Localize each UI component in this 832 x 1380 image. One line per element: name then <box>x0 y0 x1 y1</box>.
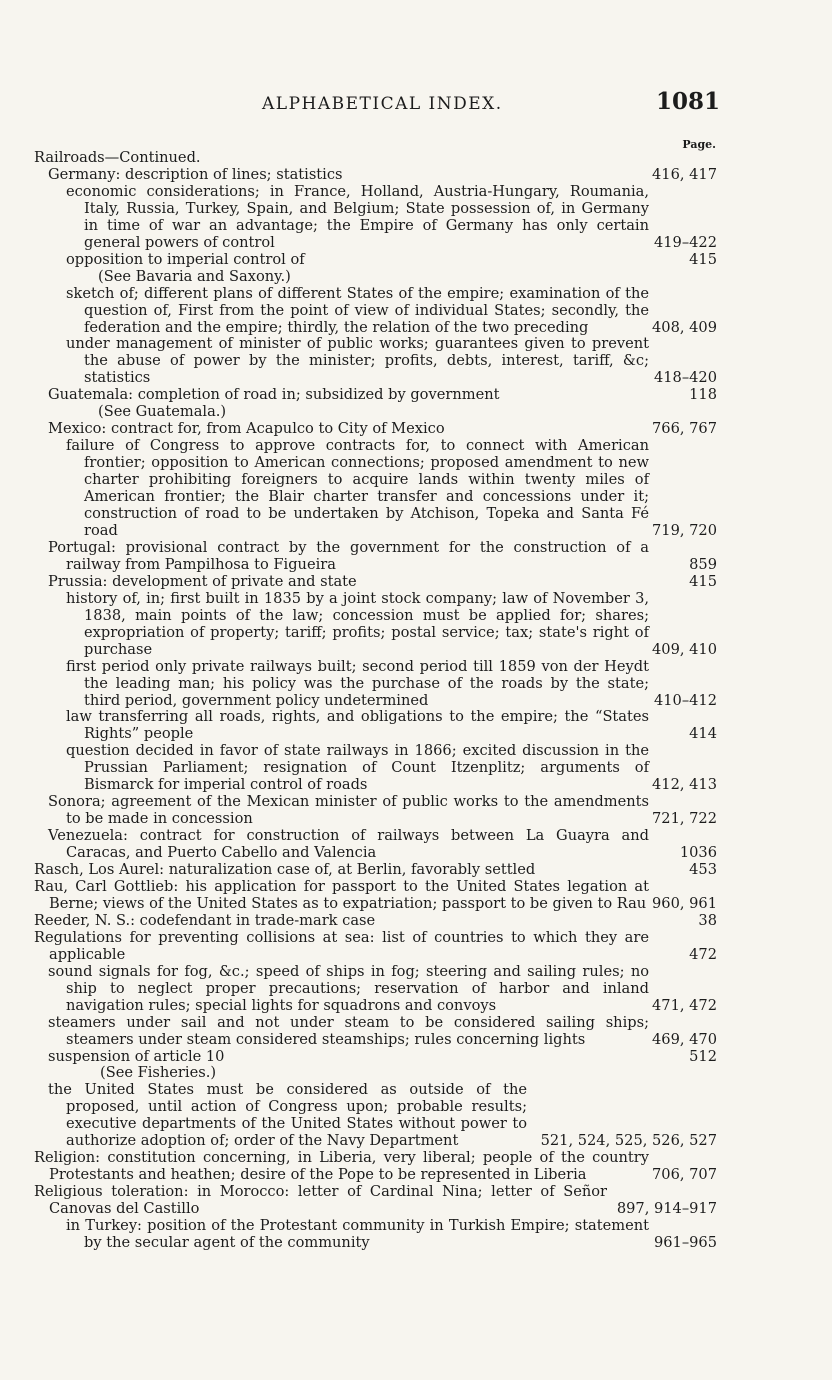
entry-text: Guatemala: completion of road in; subsidized by government <box>48 386 500 404</box>
entry-pages: 1036 <box>677 845 717 862</box>
index-entry <box>34 404 717 421</box>
entry-text: suspension of article 10 <box>48 1047 225 1065</box>
page-header <box>0 88 832 122</box>
entry-text: sketch of; different plans of different States of the empire; examination of the question of, First from the point of view of individual States; secondly, the federation and the empire; thirdly, the relation of the two preceding <box>66 284 649 336</box>
index-entry <box>34 1184 717 1218</box>
index-entry <box>34 879 717 913</box>
index-entry <box>34 269 717 286</box>
entry-pages: 418–420 <box>651 370 717 387</box>
entry-text: steamers under sail and not under steam to be considered sailing ships; steamers under steam considered steamships; rules concerning lights <box>48 1013 649 1048</box>
index-entry <box>34 167 717 184</box>
index-entry <box>34 184 717 252</box>
index-entry <box>34 387 717 404</box>
index-entry <box>34 964 717 1015</box>
entry-pages: 415 <box>686 574 717 591</box>
entry-text: opposition to imperial control of <box>66 250 305 268</box>
entry-text: Religion: constitution concerning, in Liberia, very liberal; people of the country Protestants and heathen; desire of the Pope to be represented in Liberia <box>34 1149 649 1184</box>
entry-pages: 416, 417 <box>649 167 717 184</box>
index-entry <box>34 591 717 659</box>
entry-text: in Turkey: position of the Protestant community in Turkish Empire; statement by the secular agent of the community <box>66 1217 649 1251</box>
index-entry <box>34 659 717 710</box>
entry-text: Reeder, N. S.: codefendant in trade-mark case <box>34 911 376 929</box>
entry-text: Venezuela: contract for construction of railways between La Guayra and Caracas, and Puerto Cabello and Valencia <box>48 827 649 862</box>
entry-pages: 512 <box>686 1049 717 1066</box>
entry-pages: 961–965 <box>651 1235 717 1252</box>
entry-pages: 410–412 <box>651 693 717 710</box>
entry-pages: 960, 961 <box>649 896 717 913</box>
entry-text: failure of Congress to approve contracts for, to connect with American frontier; opposition to American connections; proposed amendment to new charter prohibiting foreigners to acquire lands within twenty miles of American frontier; the Blair charter transfer and concessions under it; construction of road to be undertaken by Atchison, Topeka and Santa Fé road <box>66 437 649 539</box>
index-entry <box>34 743 717 794</box>
page-column-label: Page. <box>682 138 716 151</box>
entry-pages: 453 <box>686 862 717 879</box>
index-entry <box>34 438 717 540</box>
index-entry <box>34 1150 717 1184</box>
index-entry <box>34 794 717 828</box>
entry-text: first period only private railways built; second period till 1859 von der Heydt the leading man; his policy was the purchase of the roads by the state; third period, government policy undetermined <box>66 657 649 709</box>
entry-text: (See Bavaria and Saxony.) <box>98 267 291 285</box>
index-entry <box>34 828 717 862</box>
entry-pages: 471, 472 <box>649 998 717 1015</box>
entry-text: economic considerations; in France, Holland, Austria-Hungary, Roumania, Italy, Russia, Turkey, Spain, and Belgium; State possession of, in Germany in time of war an advantage; the Empire of Germany has only certain general powers of control <box>66 182 649 251</box>
entry-pages: 415 <box>686 252 717 269</box>
entry-text: Rasch, Los Aurel: naturalization case of, at Berlin, favorably settled <box>34 861 536 879</box>
entry-text: question decided in favor of state railways in 1866; excited discussion in the Prussian Parliament; resignation of Count Itzenplitz; arguments of Bismarck for imperial control of roads <box>66 742 649 794</box>
index-entry <box>34 1015 717 1049</box>
entry-pages: 469, 470 <box>649 1032 717 1049</box>
entry-pages: 419–422 <box>651 235 717 252</box>
entry-text: sound signals for fog, &c.; speed of ships in fog; steering and sailing rules; no ship to neglect proper precautions; reservation of harbor and inland navigation rules; special lights for squadrons and convoys <box>48 962 649 1014</box>
entry-text: Railroads—Continued. <box>34 149 201 166</box>
entry-text: Germany: description of lines; statistics <box>48 165 343 183</box>
entry-pages: 521, 524, 525, 526, 527 <box>538 1133 717 1150</box>
index-entry <box>34 1065 717 1082</box>
index-entry <box>34 336 717 387</box>
index-entry <box>34 709 717 743</box>
index-entry <box>34 1218 717 1252</box>
index-entry <box>34 421 717 438</box>
entry-text: Religious toleration: in Morocco: letter of Cardinal Nina; letter of Señor Canovas del Castillo <box>34 1183 607 1218</box>
entry-pages: 721, 722 <box>649 811 717 828</box>
index-entry <box>34 930 717 964</box>
entry-text: Mexico: contract for, from Acapulco to City of Mexico <box>48 420 445 438</box>
entry-pages: 409, 410 <box>649 642 717 659</box>
entry-text: (See Fisheries.) <box>100 1064 217 1082</box>
index-entry <box>34 1049 717 1066</box>
entry-text: (See Guatemala.) <box>98 403 227 421</box>
index-entry <box>34 862 717 879</box>
entry-pages: 766, 767 <box>649 421 717 438</box>
index-entry <box>34 540 717 574</box>
entry-pages: 719, 720 <box>649 523 717 540</box>
entry-pages: 408, 409 <box>649 320 717 337</box>
entry-pages: 38 <box>695 913 717 930</box>
entry-text: Rau, Carl Gottlieb: his application for passport to the United States legation at Berne; views of the United States as to expatriation; passport to be given to Rau <box>34 877 649 912</box>
entry-text: under management of minister of public works; guarantees given to prevent the abuse of power by the minister; profits, debts, interest, tariff, &c; statistics <box>66 335 649 387</box>
page-number: 1081 <box>655 88 720 115</box>
entry-text: the United States must be considered as outside of the proposed, until action of Congress upon; probable results; executive departments of the United States without power to authorize adoption of; order of the Navy Department <box>48 1081 527 1150</box>
running-title: ALPHABETICAL INDEX. <box>262 94 503 114</box>
index-entry <box>34 574 717 591</box>
index-entries <box>34 150 717 1252</box>
entry-pages: 706, 707 <box>649 1167 717 1184</box>
entry-text: Prussia: development of private and state <box>48 572 357 590</box>
entry-text: Portugal: provisional contract by the government for the construction of a railway from Pampilhosa to Figueira <box>48 538 649 573</box>
index-entry <box>34 252 717 269</box>
entry-pages: 414 <box>686 726 717 743</box>
index-entry <box>34 913 717 930</box>
entry-pages: 118 <box>686 387 717 404</box>
entry-pages: 472 <box>686 947 717 964</box>
entry-text: history of, in; first built in 1835 by a joint stock company; law of November 3, 1838, main points of the law; concession must be applied for; shares; expropriation of property; tariff; profits; postal service; tax; state's right of purchase <box>66 589 649 658</box>
entry-pages: 412, 413 <box>649 777 717 794</box>
entry-pages: 897, 914–917 <box>614 1201 717 1218</box>
entry-text: Regulations for preventing collisions at sea: list of countries to which they are applicable <box>34 928 649 963</box>
entry-text: law transferring all roads, rights, and obligations to the empire; the “States Rights” people <box>66 708 649 743</box>
index-entry <box>34 150 717 167</box>
entry-pages: 859 <box>686 557 717 574</box>
entry-text: Sonora; agreement of the Mexican minister of public works to the amendments to be made in concession <box>48 793 649 828</box>
index-entry <box>34 1082 717 1150</box>
index-entry <box>34 286 717 337</box>
